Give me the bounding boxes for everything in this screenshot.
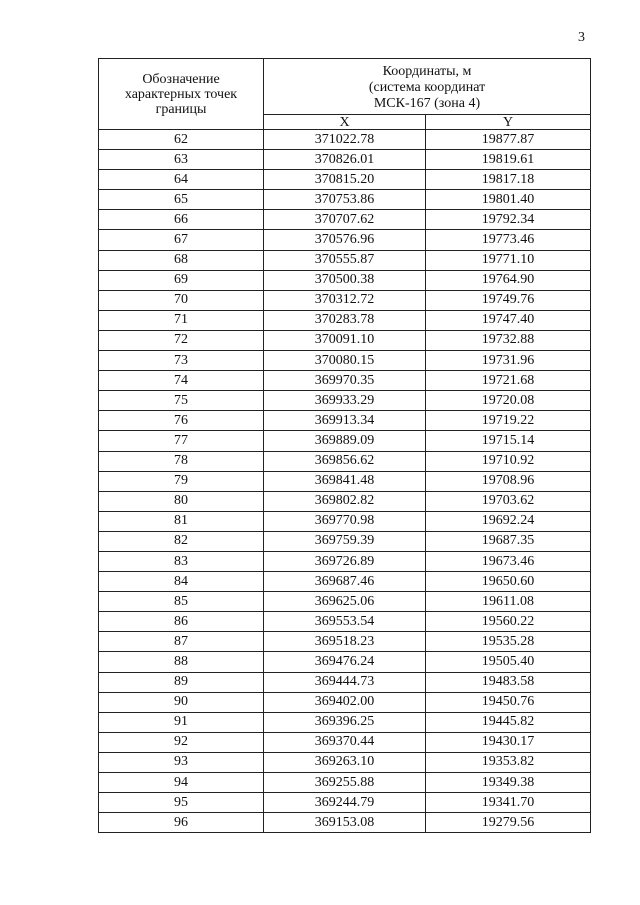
x-coordinate-cell: 369970.35 [264, 371, 426, 391]
table-row [99, 551, 591, 571]
point-number-cell: 96 [99, 813, 264, 833]
x-coordinate-cell: 369518.23 [264, 632, 426, 652]
x-coordinate-cell: 369255.88 [264, 773, 426, 793]
point-number-cell: 74 [99, 371, 264, 391]
y-coordinate-cell: 19279.56 [426, 813, 591, 833]
table-row [99, 773, 591, 793]
point-number-cell: 77 [99, 431, 264, 451]
point-number-cell: 82 [99, 531, 264, 551]
y-coordinate-cell: 19692.24 [426, 511, 591, 531]
x-coordinate-cell: 370500.38 [264, 270, 426, 290]
table-row [99, 612, 591, 632]
y-coordinate-cell: 19732.88 [426, 330, 591, 350]
x-coordinate-cell: 370815.20 [264, 170, 426, 190]
y-coordinate-cell: 19673.46 [426, 551, 591, 571]
point-number-cell: 88 [99, 652, 264, 672]
point-number-cell: 90 [99, 692, 264, 712]
y-coordinate-cell: 19715.14 [426, 431, 591, 451]
y-coordinate-cell: 19708.96 [426, 471, 591, 491]
x-coordinate-cell: 369263.10 [264, 752, 426, 772]
x-coordinate-cell: 369444.73 [264, 672, 426, 692]
table-row [99, 531, 591, 551]
table-body [99, 130, 591, 833]
y-coordinate-cell: 19611.08 [426, 592, 591, 612]
y-coordinate-cell: 19817.18 [426, 170, 591, 190]
table-row [99, 813, 591, 833]
point-number-cell: 94 [99, 773, 264, 793]
x-coordinate-cell: 369759.39 [264, 531, 426, 551]
table-row [99, 330, 591, 350]
x-coordinate-cell: 371022.78 [264, 130, 426, 150]
point-number-cell: 91 [99, 712, 264, 732]
x-coordinate-cell: 369476.24 [264, 652, 426, 672]
point-number-cell: 68 [99, 250, 264, 270]
y-coordinate-cell: 19720.08 [426, 391, 591, 411]
point-number-cell: 85 [99, 592, 264, 612]
y-coordinate-cell: 19535.28 [426, 632, 591, 652]
table-row [99, 210, 591, 230]
point-number-cell: 66 [99, 210, 264, 230]
table-row [99, 150, 591, 170]
point-number-cell: 87 [99, 632, 264, 652]
point-number-cell: 75 [99, 391, 264, 411]
x-coordinate-cell: 369553.54 [264, 612, 426, 632]
table-row [99, 130, 591, 150]
x-coordinate-cell: 370707.62 [264, 210, 426, 230]
table-row [99, 652, 591, 672]
point-number-cell: 72 [99, 330, 264, 350]
x-coordinate-cell: 369396.25 [264, 712, 426, 732]
y-coordinate-cell: 19349.38 [426, 773, 591, 793]
x-coordinate-cell: 369726.89 [264, 551, 426, 571]
y-coordinate-cell: 19749.76 [426, 290, 591, 310]
y-coordinate-cell: 19650.60 [426, 572, 591, 592]
y-coordinate-cell: 19764.90 [426, 270, 591, 290]
table-row [99, 170, 591, 190]
x-coordinate-cell: 369244.79 [264, 793, 426, 813]
point-number-cell: 86 [99, 612, 264, 632]
y-coordinate-cell: 19445.82 [426, 712, 591, 732]
point-number-cell: 83 [99, 551, 264, 571]
y-column-header: Y [426, 115, 591, 130]
point-label-line: Обозначение [142, 71, 220, 87]
point-number-cell: 62 [99, 130, 264, 150]
coords-label-line: МСК-167 (зона 4) [373, 95, 481, 111]
y-coordinate-cell: 19703.62 [426, 491, 591, 511]
table-row [99, 290, 591, 310]
table-row [99, 230, 591, 250]
y-coordinate-cell: 19771.10 [426, 250, 591, 270]
y-coordinate-cell: 19877.87 [426, 130, 591, 150]
x-coordinate-cell: 369841.48 [264, 471, 426, 491]
table-row [99, 692, 591, 712]
x-column-header: X [264, 115, 426, 130]
point-number-cell: 69 [99, 270, 264, 290]
point-number-cell: 89 [99, 672, 264, 692]
y-coordinate-cell: 19483.58 [426, 672, 591, 692]
point-number-cell: 78 [99, 451, 264, 471]
point-number-cell: 92 [99, 732, 264, 752]
point-designation-header [99, 59, 264, 130]
point-label-line: характерных точек [124, 86, 238, 102]
page-number: 3 [578, 30, 585, 45]
x-coordinate-cell: 370753.86 [264, 190, 426, 210]
x-coordinate-cell: 369889.09 [264, 431, 426, 451]
x-coordinate-cell: 369770.98 [264, 511, 426, 531]
table-row [99, 632, 591, 652]
y-coordinate-cell: 19710.92 [426, 451, 591, 471]
x-coordinate-cell: 369370.44 [264, 732, 426, 752]
table-row [99, 592, 591, 612]
x-coordinate-cell: 369625.06 [264, 592, 426, 612]
coords-label-line: Координаты, м [382, 63, 472, 79]
point-number-cell: 63 [99, 150, 264, 170]
x-coordinate-cell: 369687.46 [264, 572, 426, 592]
point-number-cell: 70 [99, 290, 264, 310]
table-row [99, 371, 591, 391]
x-coordinate-cell: 369153.08 [264, 813, 426, 833]
y-coordinate-cell: 19719.22 [426, 411, 591, 431]
table-row [99, 793, 591, 813]
point-number-cell: 71 [99, 310, 264, 330]
y-coordinate-cell: 19560.22 [426, 612, 591, 632]
point-number-cell: 93 [99, 752, 264, 772]
point-number-cell: 81 [99, 511, 264, 531]
table-row [99, 451, 591, 471]
table-row [99, 672, 591, 692]
point-number-cell: 67 [99, 230, 264, 250]
table-row [99, 190, 591, 210]
y-coordinate-cell: 19721.68 [426, 371, 591, 391]
point-number-cell: 95 [99, 793, 264, 813]
point-number-cell: 79 [99, 471, 264, 491]
y-coordinate-cell: 19731.96 [426, 351, 591, 371]
table-row [99, 310, 591, 330]
table-row [99, 511, 591, 531]
point-number-cell: 76 [99, 411, 264, 431]
y-coordinate-cell: 19773.46 [426, 230, 591, 250]
x-coordinate-cell: 370555.87 [264, 250, 426, 270]
y-coordinate-cell: 19819.61 [426, 150, 591, 170]
y-coordinate-cell: 19687.35 [426, 531, 591, 551]
table-row [99, 411, 591, 431]
x-coordinate-cell: 369802.82 [264, 491, 426, 511]
x-coordinate-cell: 369856.62 [264, 451, 426, 471]
x-coordinate-cell: 369933.29 [264, 391, 426, 411]
y-coordinate-cell: 19430.17 [426, 732, 591, 752]
y-coordinate-cell: 19801.40 [426, 190, 591, 210]
table-row [99, 752, 591, 772]
coordinates-table [98, 58, 591, 833]
table-row [99, 391, 591, 411]
x-coordinate-cell: 370576.96 [264, 230, 426, 250]
x-coordinate-cell: 370826.01 [264, 150, 426, 170]
x-coordinate-cell: 369913.34 [264, 411, 426, 431]
point-label-line: границы [155, 101, 207, 117]
table-row [99, 712, 591, 732]
y-coordinate-cell: 19353.82 [426, 752, 591, 772]
table-row [99, 250, 591, 270]
point-number-cell: 84 [99, 572, 264, 592]
x-coordinate-cell: 370091.10 [264, 330, 426, 350]
table-row [99, 471, 591, 491]
y-coordinate-cell: 19747.40 [426, 310, 591, 330]
coordinates-header [264, 59, 591, 115]
y-coordinate-cell: 19505.40 [426, 652, 591, 672]
x-coordinate-cell: 369402.00 [264, 692, 426, 712]
table-row [99, 270, 591, 290]
y-coordinate-cell: 19450.76 [426, 692, 591, 712]
table-row [99, 431, 591, 451]
y-coordinate-cell: 19341.70 [426, 793, 591, 813]
point-number-cell: 80 [99, 491, 264, 511]
point-number-cell: 65 [99, 190, 264, 210]
table-row [99, 491, 591, 511]
coords-label-line: (система координат [368, 79, 486, 95]
point-number-cell: 64 [99, 170, 264, 190]
x-coordinate-cell: 370312.72 [264, 290, 426, 310]
table-row [99, 732, 591, 752]
table-row [99, 351, 591, 371]
x-coordinate-cell: 370080.15 [264, 351, 426, 371]
y-coordinate-cell: 19792.34 [426, 210, 591, 230]
table-row [99, 572, 591, 592]
point-number-cell: 73 [99, 351, 264, 371]
x-coordinate-cell: 370283.78 [264, 310, 426, 330]
